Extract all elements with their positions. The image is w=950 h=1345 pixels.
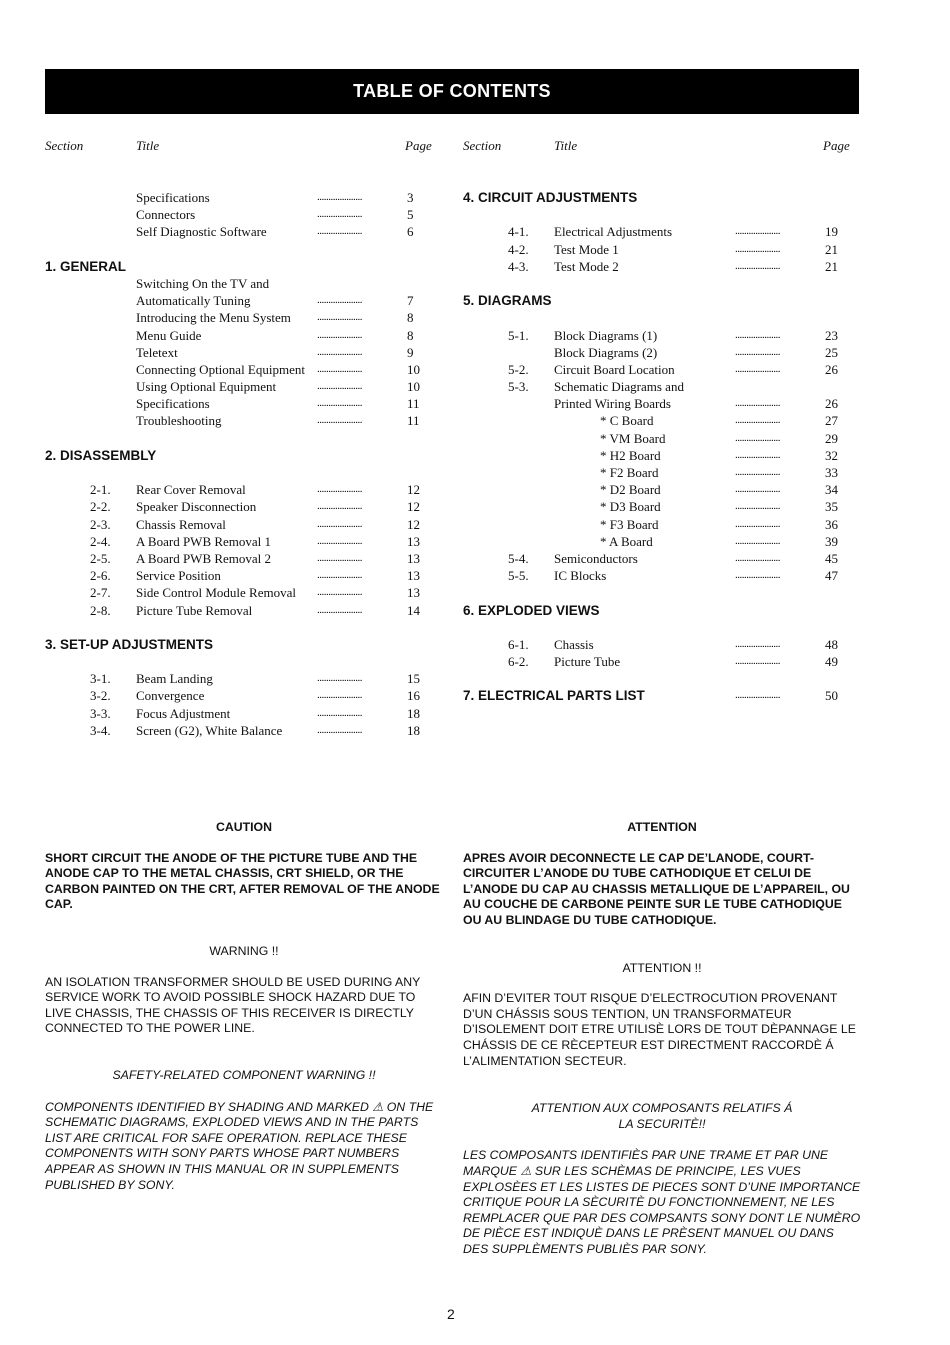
section-number: 2-1.: [90, 482, 111, 498]
leader-dots: ....................: [735, 483, 780, 496]
section-number: 3-1.: [90, 671, 111, 687]
section-heading-text: 2. DISASSEMBLY: [45, 447, 157, 463]
page-number-cell: 26: [825, 361, 838, 377]
page-number-cell: 8: [407, 310, 414, 326]
entry-title: Connecting Optional Equipment: [136, 361, 305, 377]
section-number: 4-3.: [508, 258, 529, 274]
page-number-cell: 21: [825, 258, 838, 274]
toc-entry: [45, 395, 445, 412]
toc-left-column: [45, 138, 445, 738]
toc-list: [45, 189, 445, 739]
leader-dots: ....................: [735, 431, 780, 444]
page-number-cell: 18: [407, 722, 420, 738]
page-number-cell: 23: [825, 327, 838, 343]
toc-entry: [45, 533, 445, 550]
entry-title: Picture Tube: [554, 654, 621, 670]
toc-section-heading: [463, 602, 863, 619]
toc-entry: [463, 412, 863, 429]
toc-section-heading: [463, 687, 863, 704]
page-number-cell: 49: [825, 654, 838, 670]
page-title: TABLE OF CONTENTS: [45, 69, 859, 114]
caution-heading: CAUTION: [215, 820, 272, 834]
column-header: [463, 138, 863, 155]
toc-entry: [463, 430, 863, 447]
toc-spacer: [463, 206, 863, 223]
page-number-cell: 35: [825, 499, 838, 515]
toc-entry: [463, 567, 863, 584]
header-title: Title: [554, 138, 578, 153]
section-heading-text: 4. CIRCUIT ADJUSTMENTS: [463, 190, 638, 205]
toc-entry: [463, 258, 863, 275]
page-number-cell: 48: [825, 636, 838, 652]
toc-entry: [463, 344, 863, 361]
page-number-cell: 11: [407, 396, 420, 412]
toc-section-heading: [45, 447, 445, 464]
toc-entry: [45, 687, 445, 704]
leader-dots: ....................: [317, 191, 362, 203]
toc-entry: [45, 670, 445, 687]
page-number-cell: 5: [407, 207, 414, 223]
section-number: 2-5.: [90, 550, 111, 566]
entry-title: Picture Tube Removal: [136, 602, 253, 618]
leader-dots: ....................: [317, 586, 362, 599]
toc-entry: [45, 292, 445, 309]
attention-safety-heading-1: ATTENTION AUX COMPOSANTS RELATIFS Á: [531, 1101, 793, 1116]
leader-dots: ....................: [735, 569, 780, 582]
page-number-cell: 13: [407, 585, 420, 601]
page-number-cell: 26: [825, 396, 838, 412]
toc-spacer: [463, 670, 863, 687]
leader-dots: ....................: [735, 345, 780, 358]
toc-entry: [45, 223, 445, 240]
toc-entry: [463, 223, 863, 240]
section-number: 5-3.: [508, 379, 529, 395]
leader-dots: ....................: [735, 517, 780, 530]
toc-spacer: [463, 584, 863, 601]
toc-entry: [45, 584, 445, 601]
toc-entry: [45, 378, 445, 395]
entry-title: Teletext: [136, 344, 178, 360]
section-heading-text: 5. DIAGRAMS: [463, 293, 552, 309]
caution-notice: [45, 820, 443, 1193]
toc-spacer: [463, 309, 863, 326]
entry-title: Using Optional Equipment: [136, 379, 277, 395]
leader-dots: ....................: [317, 689, 362, 702]
leader-dots: ....................: [317, 380, 362, 393]
entry-title: Test Mode 2: [554, 258, 619, 274]
entry-title: * H2 Board: [600, 447, 661, 463]
toc-spacer: [45, 430, 445, 447]
section-number: 5-1.: [508, 327, 529, 343]
page-number-cell: 25: [825, 344, 838, 360]
attention-warning-heading: ATTENTION !!: [622, 960, 702, 975]
safety-heading: SAFETY-RELATED COMPONENT WARNING !!: [112, 1067, 376, 1082]
toc-entry: [463, 653, 863, 670]
page-number-cell: 36: [825, 516, 838, 532]
toc-entry: [463, 550, 863, 567]
leader-dots: ....................: [317, 723, 362, 736]
entry-title: * F3 Board: [600, 516, 659, 532]
entry-title: Circuit Board Location: [554, 361, 675, 377]
leader-dots: ....................: [317, 208, 362, 221]
toc-entry: [45, 412, 445, 429]
toc-entry: [45, 722, 445, 739]
entry-title: * VM Board: [600, 430, 666, 446]
leader-dots: ....................: [735, 362, 780, 375]
leader-dots: ....................: [317, 483, 362, 496]
toc-entry: [45, 327, 445, 344]
entry-title: Electrical Adjustments: [554, 224, 673, 240]
page-number-cell: 10: [407, 379, 420, 395]
attention-safety-heading-2: LA SECURITÈ!!: [618, 1116, 706, 1131]
page-number-cell: 18: [407, 705, 420, 721]
section-number: 2-4.: [90, 533, 111, 549]
page-number-cell: 21: [825, 241, 838, 257]
entry-title: Schematic Diagrams and: [554, 379, 684, 395]
toc-entry: [45, 361, 445, 378]
header-section: Section: [45, 138, 84, 153]
toc-entry: [45, 344, 445, 361]
entry-title: Automatically Tuning: [136, 293, 251, 309]
page-number-cell: 3: [407, 190, 414, 205]
section-number: 2-3.: [90, 516, 111, 532]
toc-entry: [45, 206, 445, 223]
leader-dots: ....................: [317, 294, 362, 307]
page-number-cell: 9: [407, 344, 414, 360]
toc-entry: [463, 516, 863, 533]
entry-title: Connectors: [136, 207, 196, 223]
page-number-cell: 34: [825, 482, 838, 498]
entry-title: Specifications: [136, 190, 210, 205]
section-number: 5-4.: [508, 550, 529, 566]
page-number-cell: 7: [407, 293, 414, 309]
page-number-cell: 13: [407, 533, 420, 549]
toc-entry: [463, 636, 863, 653]
entry-title: * D3 Board: [600, 499, 661, 515]
toc-section-heading: [45, 258, 445, 275]
page-number-cell: 16: [407, 688, 420, 704]
entry-title: Rear Cover Removal: [136, 482, 246, 498]
page-number-cell: 6: [407, 224, 414, 240]
section-number: 3-2.: [90, 688, 111, 704]
section-heading-text: 7. ELECTRICAL PARTS LIST: [463, 688, 645, 704]
leader-dots: ....................: [735, 637, 780, 650]
entry-title: Speaker Disconnection: [136, 499, 257, 515]
leader-dots: ....................: [317, 397, 362, 410]
page-number-cell: 12: [407, 499, 420, 515]
toc-entry: [463, 464, 863, 481]
toc-section-heading: [463, 189, 863, 206]
toc-list: [463, 189, 863, 705]
leader-dots: ....................: [317, 551, 362, 564]
toc-entry: [45, 602, 445, 619]
page-number-cell: 32: [825, 447, 838, 463]
toc-entry: [463, 498, 863, 515]
leader-dots: ....................: [317, 500, 362, 513]
entry-title: Printed Wiring Boards: [554, 396, 671, 412]
toc-entry: [45, 550, 445, 567]
page-number-cell: 12: [407, 482, 420, 498]
page-number-cell: 13: [407, 568, 420, 584]
header-page: Page: [405, 138, 432, 153]
page-number-cell: 13: [407, 550, 420, 566]
caution-body: SHORT CIRCUIT THE ANODE OF THE PICTURE TUBE AND THE ANODE CAP TO THE METAL CHASSIS, CRT SHIELD, OR THE CARBON PAINTED ON THE CRT, AFTER REMOVAL OF THE ANODE CAP.: [45, 850, 440, 912]
section-number: 2-2.: [90, 499, 111, 515]
toc-entry: [463, 447, 863, 464]
attention-notice: [463, 820, 861, 1257]
entry-title: Self Diagnostic Software: [136, 224, 267, 240]
toc-entry: [463, 378, 863, 395]
leader-dots: ....................: [735, 466, 780, 478]
leader-dots: ....................: [735, 689, 780, 702]
leader-dots: ....................: [317, 362, 362, 375]
leader-dots: ....................: [735, 655, 780, 668]
section-number: 3-3.: [90, 705, 111, 721]
entry-title: Specifications: [136, 396, 210, 412]
page-number-cell: 29: [825, 430, 838, 446]
toc-entry: [45, 516, 445, 533]
entry-title: Beam Landing: [136, 671, 213, 687]
entry-title: Chassis Removal: [136, 516, 226, 532]
page-number: 2: [447, 1306, 455, 1322]
leader-dots: ....................: [317, 311, 362, 324]
column-header: [45, 138, 445, 155]
entry-title: * C Board: [600, 413, 654, 429]
toc-entry: [463, 533, 863, 550]
entry-title: Semiconductors: [554, 550, 638, 566]
leader-dots: ....................: [317, 569, 362, 582]
page-number-cell: 39: [825, 533, 838, 549]
warning-heading: WARNING !!: [209, 943, 279, 958]
toc-entry: [45, 275, 445, 292]
section-heading-text: 1. GENERAL: [45, 258, 127, 274]
leader-dots: ....................: [317, 225, 362, 238]
leader-dots: ....................: [317, 517, 362, 530]
toc-entry: [463, 241, 863, 258]
section-heading-text: 3. SET-UP ADJUSTMENTS: [45, 636, 214, 652]
section-number: 5-2.: [508, 361, 529, 377]
toc-entry: [463, 361, 863, 378]
attention-warning-body: AFIN D’EVITER TOUT RISQUE D’ELECTROCUTION PROVENANT D’UN CHÁSSIS SOUS TENTION, UN TRANSFORMATEUR D’ISOLEMENT DOIT ETRE UTILISÈ LORS DE TOUT DÈPANNAGE LE CHÁSSIS DE CE RÈCEPTEUR EST DIRECTMENT RACCORDÈ Á L’ALIMENTATION SECTEUR.: [463, 991, 856, 1068]
entry-title: A Board PWB Removal 2: [136, 550, 272, 566]
page-number-cell: 14: [407, 602, 420, 618]
toc-entry: [45, 189, 445, 206]
entry-title: * D2 Board: [600, 482, 661, 498]
entry-title: Switching On the TV and: [136, 275, 270, 291]
toc-entry: [463, 395, 863, 412]
toc-section-heading: [463, 292, 863, 309]
page-number-cell: 50: [825, 688, 838, 704]
safety-body: COMPONENTS IDENTIFIED BY SHADING AND MARKED ⚠ ON THE SCHEMATIC DIAGRAMS, EXPLODED VIEWS AND IN THE PARTS LIST ARE CRITICAL FOR SAFE OPERATION. REPLACE THESE COMPONENTS WITH SONY PARTS WHOSE PART NUMBERS APPEAR AS SHOWN IN THIS MANUAL OR IN SUPPLEMENTS PUBLISHED BY SONY.: [45, 1099, 434, 1192]
section-number: 4-2.: [508, 241, 529, 257]
header-section: Section: [463, 138, 502, 153]
page-number-cell: 11: [407, 413, 420, 429]
toc-spacer: [45, 619, 445, 636]
entry-title: IC Blocks: [554, 568, 607, 584]
leader-dots: ....................: [317, 414, 362, 427]
leader-dots: ....................: [317, 672, 362, 685]
section-number: 2-8.: [90, 602, 111, 618]
entry-title: * A Board: [600, 533, 653, 549]
toc-spacer: [45, 653, 445, 670]
entry-title: Block Diagrams (2): [554, 344, 658, 360]
toc-spacer: [45, 464, 445, 481]
section-number: 3-4.: [90, 722, 111, 738]
header-title: Title: [136, 138, 160, 153]
leader-dots: ....................: [735, 328, 780, 341]
page-number-cell: 27: [825, 413, 838, 429]
header-page: Page: [823, 138, 850, 153]
entry-title: Menu Guide: [136, 327, 202, 343]
section-number: 2-6.: [90, 568, 111, 584]
toc-spacer: [463, 619, 863, 636]
page-number-cell: 10: [407, 361, 420, 377]
section-number: 2-7.: [90, 585, 111, 601]
page-number-cell: 8: [407, 327, 414, 343]
attention-safety-body: LES COMPOSANTS IDENTIFIÈS PAR UNE TRAME ET PAR UNE MARQUE ⚠ SUR LES SCHÈMAS DE PRINCIPE, LES VUES EXPLOSÈES ET LES LISTES DE PIECES SONT D’UNE IMPORTANCE CRITIQUE POUR LA SÈCURITÈ DU FONCTIONNEMENT, NE LES REMPLACER QUE PAR DES COMPSANTS SONY DONT LE NUMÈRO DE PIÈCE EST INDIQUÈ DANS LE PRÈSENT MANUEL OU DANS DES SUPPLÈMENTS PUBLIÈS PAR SONY.: [463, 1148, 861, 1256]
entry-title: Chassis: [554, 636, 594, 652]
toc-entry: [45, 498, 445, 515]
entry-title: Side Control Module Removal: [136, 585, 296, 601]
toc-entry: [45, 567, 445, 584]
toc-entry: [463, 481, 863, 498]
leader-dots: ....................: [735, 225, 780, 238]
leader-dots: ....................: [735, 551, 780, 564]
page-number-cell: 45: [825, 550, 838, 566]
entry-title: Test Mode 1: [554, 241, 619, 257]
entry-title: Convergence: [136, 688, 205, 704]
page-number-cell: 33: [825, 465, 838, 480]
entry-title: Troubleshooting: [136, 413, 222, 429]
leader-dots: ....................: [735, 534, 780, 547]
entry-title: Service Position: [136, 568, 221, 584]
toc-entry: [463, 327, 863, 344]
page-number-cell: 12: [407, 516, 420, 532]
leader-dots: ....................: [735, 397, 780, 410]
leader-dots: ....................: [735, 448, 780, 461]
leader-dots: ....................: [317, 603, 362, 616]
entry-title: Focus Adjustment: [136, 705, 231, 721]
warning-body: AN ISOLATION TRANSFORMER SHOULD BE USED DURING ANY SERVICE WORK TO AVOID POSSIBLE SHOCK HAZARD DUE TO LIVE CHASSIS, THE CHASSIS OF THIS RECEIVER IS DIRECTLY CONNECTED TO THE POWER LINE.: [45, 974, 421, 1036]
section-number: 5-5.: [508, 568, 529, 584]
toc-right-column: [463, 138, 863, 704]
leader-dots: ....................: [735, 414, 780, 427]
leader-dots: ....................: [317, 345, 362, 358]
leader-dots: ....................: [735, 500, 780, 513]
page-number-cell: 15: [407, 671, 420, 687]
entry-title: A Board PWB Removal 1: [136, 533, 272, 549]
toc-entry: [45, 309, 445, 326]
leader-dots: ....................: [317, 534, 362, 547]
attention-heading: ATTENTION: [627, 820, 697, 834]
toc-entry: [45, 705, 445, 722]
section-number: 6-2.: [508, 654, 529, 670]
leader-dots: ....................: [317, 706, 362, 719]
entry-title: * F2 Board: [600, 465, 659, 480]
section-heading-text: 6. EXPLODED VIEWS: [463, 602, 600, 618]
page-number-cell: 47: [825, 568, 838, 584]
toc-section-heading: [45, 636, 445, 653]
leader-dots: ....................: [735, 242, 780, 255]
toc-spacer: [463, 275, 863, 292]
entry-title: Screen (G2), White Balance: [136, 722, 283, 738]
toc-spacer: [45, 241, 445, 258]
section-number: 6-1.: [508, 636, 529, 652]
leader-dots: ....................: [735, 259, 780, 272]
page-number-cell: 19: [825, 224, 838, 240]
toc-entry: [45, 481, 445, 498]
leader-dots: ....................: [317, 328, 362, 341]
entry-title: Block Diagrams (1): [554, 327, 658, 343]
entry-title: Introducing the Menu System: [136, 310, 291, 326]
section-number: 4-1.: [508, 224, 529, 240]
attention-body: APRES AVOIR DECONNECTE LE CAP DE’LANODE, COURT-CIRCUITER L’ANODE DU TUBE CATHODIQUE ET CELUI DE L’ANODE DU CAP AU CHASSIS METALLIQUE DE L’APPAREIL, OU AU COUCHE DE CARBONE PEINTE SUR LE TUBE CATHODIQUE OU AU BLINDAGE DU TUBE CATHODIQUE.: [463, 850, 850, 927]
